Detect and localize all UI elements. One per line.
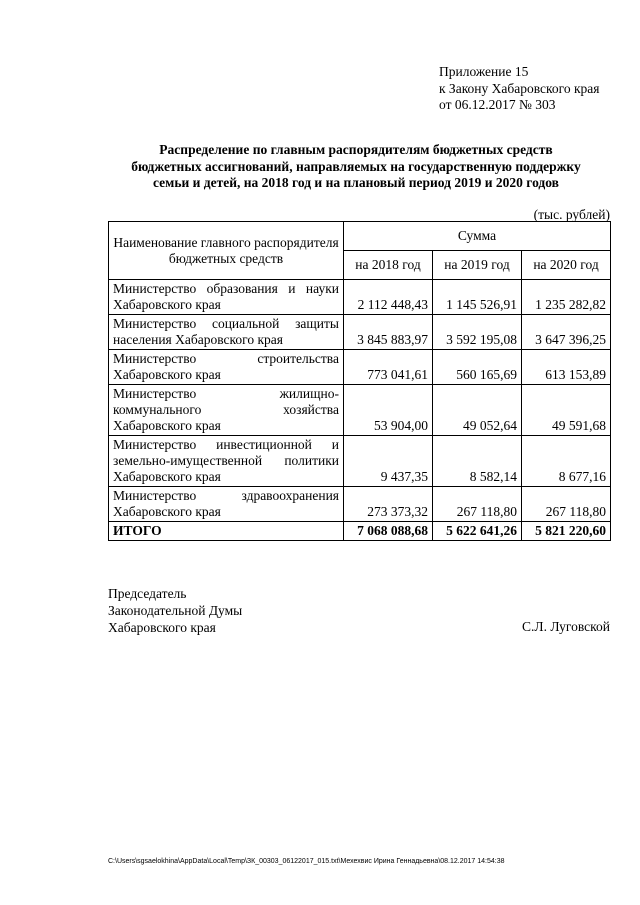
- total-row: [109, 522, 611, 541]
- row-name: Министерство инвестиционной и земельно-имущественной политики Хабаровского края: [109, 436, 344, 487]
- appendix-line-2: к Закону Хабаровского края: [439, 80, 600, 96]
- signature-block: [108, 585, 242, 636]
- appendix-line-1: Приложение 15: [439, 64, 529, 79]
- table-row: [109, 350, 611, 385]
- row-value-2020: 267 118,80: [522, 487, 611, 522]
- row-value-2020: 1 235 282,82: [522, 280, 611, 315]
- row-value-2019: 267 118,80: [433, 487, 522, 522]
- header-sum: Сумма: [344, 222, 611, 251]
- table-row: [109, 315, 611, 350]
- row-value-2019: 1 145 526,91: [433, 280, 522, 315]
- total-value-2019: 5 622 641,26: [433, 522, 522, 541]
- table-row: [109, 436, 611, 487]
- header-year-2018: на 2018 год: [344, 251, 433, 280]
- row-name: Министерство строительства Хабаровского края: [109, 350, 344, 385]
- row-value-2018: 53 904,00: [344, 385, 433, 436]
- footer-file-path: C:\Users\sgsaelokhina\AppData\Local\Temp\ЗК_00303_06122017_015.txt\Мехехвис Ирина Геннадьевна\08.12.2017 14:54:38: [108, 858, 505, 865]
- signer-name: С.Л. Луговской: [522, 619, 610, 634]
- row-value-2019: 49 052,64: [433, 385, 522, 436]
- table-row: [109, 487, 611, 522]
- total-value-2018: 7 068 088,68: [344, 522, 433, 541]
- table-row: [109, 280, 611, 315]
- signer-title-line-2: Законодательной Думы: [108, 603, 243, 618]
- document-title: [100, 142, 612, 192]
- row-value-2018: 3 845 883,97: [344, 315, 433, 350]
- appendix-line-3: от 06.12.2017 № 303: [439, 97, 556, 112]
- signer-title-line-3: Хабаровского края: [108, 620, 216, 635]
- table-row: [109, 385, 611, 436]
- row-value-2020: 8 677,16: [522, 436, 611, 487]
- title-line-2: бюджетных ассигнований, направляемых на государственную поддержку: [131, 158, 581, 174]
- budget-table: [108, 221, 611, 541]
- total-value-2020: 5 821 220,60: [522, 522, 611, 541]
- row-value-2020: 613 153,89: [522, 350, 611, 385]
- row-name: Министерство образования и науки Хабаровского края: [109, 280, 344, 315]
- row-value-2019: 3 592 195,08: [433, 315, 522, 350]
- row-value-2020: 49 591,68: [522, 385, 611, 436]
- row-name: Министерство здравоохранения Хабаровского края: [109, 487, 344, 522]
- row-name: Министерство социальной защиты населения Хабаровского края: [109, 315, 344, 350]
- header-name: Наименование главного распорядителя бюджетных средств: [109, 222, 344, 280]
- signer-title-line-1: Председатель: [108, 586, 187, 601]
- row-name: Министерство жилищно-коммунального хозяйства Хабаровского края: [109, 385, 344, 436]
- row-value-2019: 560 165,69: [433, 350, 522, 385]
- row-value-2018: 2 112 448,43: [344, 280, 433, 315]
- row-value-2018: 773 041,61: [344, 350, 433, 385]
- total-label: ИТОГО: [109, 522, 344, 541]
- title-line-3: семьи и детей, на 2018 год и на плановый период 2019 и 2020 годов: [153, 175, 559, 190]
- title-line-1: Распределение по главным распорядителям бюджетных средств: [159, 142, 553, 157]
- row-value-2020: 3 647 396,25: [522, 315, 611, 350]
- table-header-row: [109, 222, 611, 251]
- row-value-2018: 9 437,35: [344, 436, 433, 487]
- row-value-2018: 273 373,32: [344, 487, 433, 522]
- header-year-2019: на 2019 год: [433, 251, 522, 280]
- row-value-2019: 8 582,14: [433, 436, 522, 487]
- header-year-2020: на 2020 год: [522, 251, 611, 280]
- units-label: (тыс. рублей): [533, 207, 610, 222]
- appendix-block: [439, 64, 600, 114]
